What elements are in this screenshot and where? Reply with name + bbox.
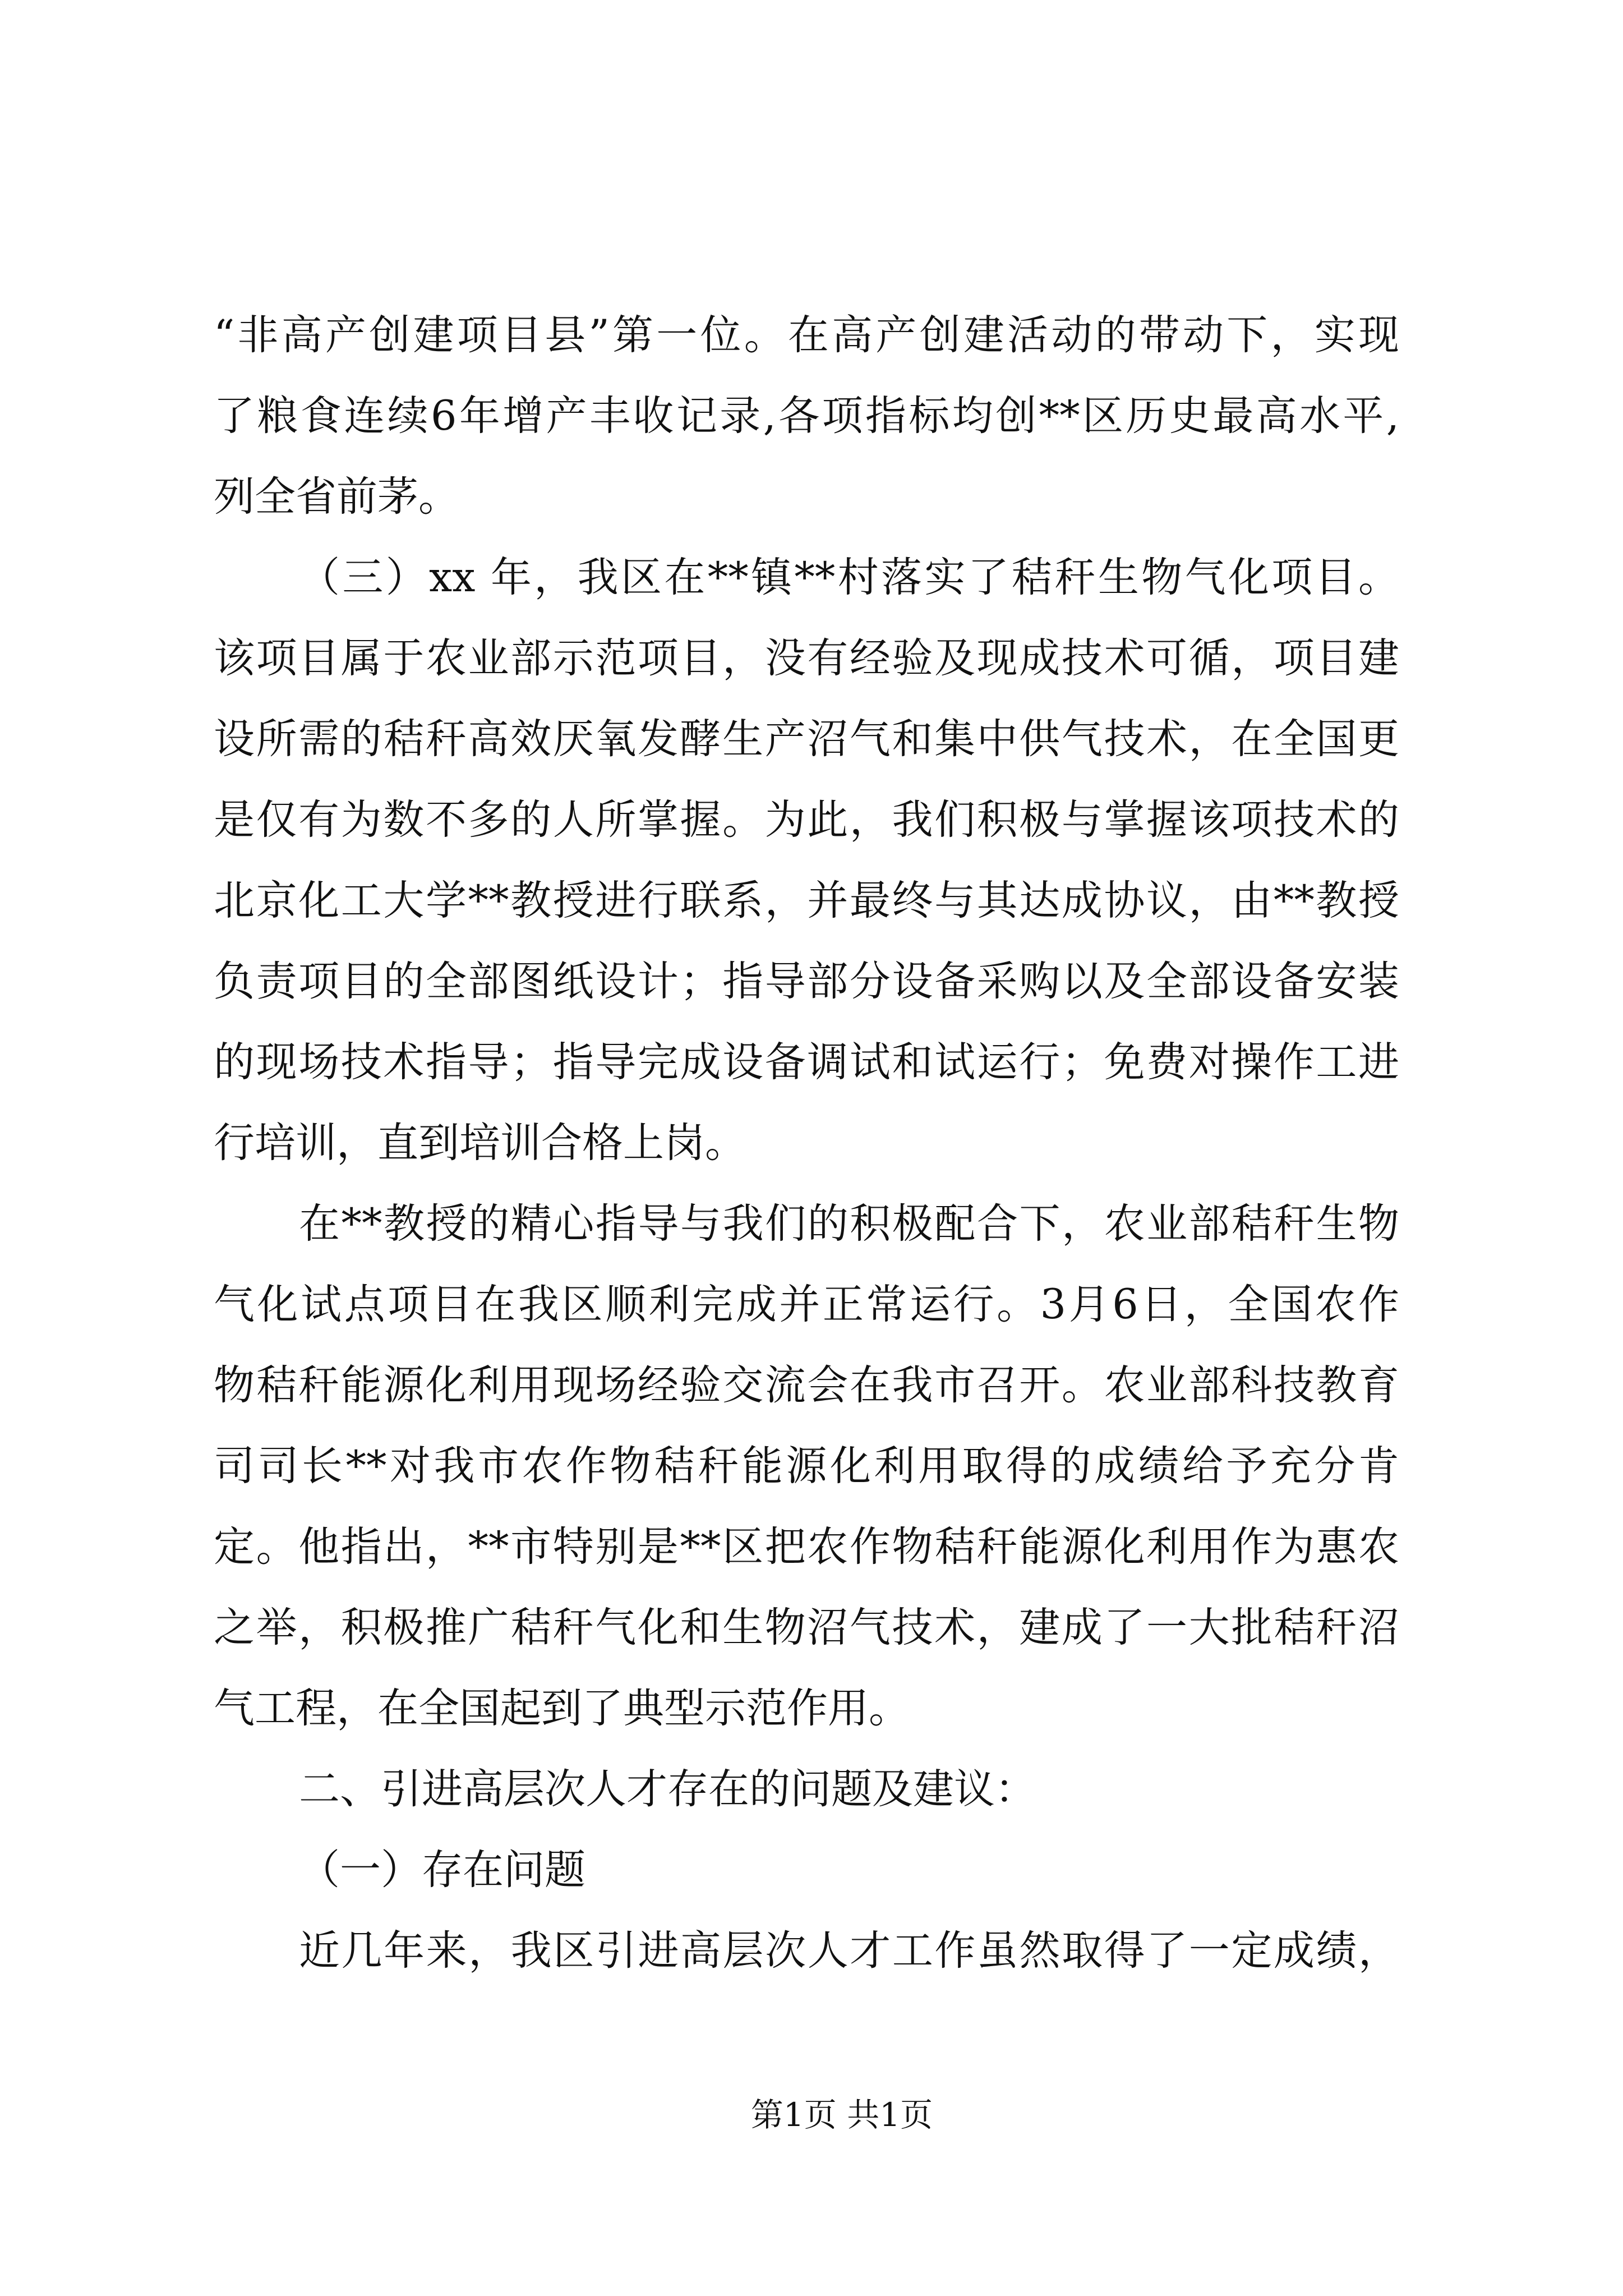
text-line: 行培训，直到培训合格上岗。	[214, 1119, 746, 1167]
text-line: 负责项目的全部图纸设计；指导部分设备采购以及全部设备安装	[214, 958, 1399, 1005]
section-heading	[214, 1749, 1399, 1830]
paragraph	[214, 1911, 1399, 1991]
text-line: 在**教授的精心指导与我们的积极配合下，农业部秸秆生物	[299, 1200, 1399, 1248]
text-line: 该项目属于农业部示范项目，没有经验及现成技术可循，项目建	[214, 634, 1399, 682]
text-line: 定。他指出，**市特别是**区把农作物秸秆能源化利用作为惠农	[214, 1523, 1399, 1571]
text-line: 之举，积极推广秸秆气化和生物沼气技术，建成了一大批秸秆沼	[214, 1604, 1399, 1651]
text-line: 列全省前茅。	[214, 473, 459, 521]
text-line: （一）存在问题	[299, 1846, 585, 1894]
text-line: 了粮食连续6年增产丰收记录,各项指标均创**区历史最高水平,	[214, 392, 1399, 440]
document-body	[214, 295, 1399, 1991]
text-line: 物秸秆能源化利用现场经验交流会在我市召开。农业部科技教育	[214, 1361, 1399, 1409]
text-line: （三）xx 年，我区在**镇**村落实了秸秆生物气化项目。	[299, 554, 1399, 601]
text-line: “非高产创建项目县”第一位。在高产创建活动的带动下，实现	[214, 311, 1399, 359]
text-line: 近几年来，我区引进高层次人才工作虽然取得了一定成绩，	[299, 1927, 1399, 1975]
text-line: 设所需的秸秆高效厌氧发酵生产沼气和集中供气技术，在全国更	[214, 715, 1399, 763]
text-line: 二、引进高层次人才存在的问题及建议：	[299, 1765, 1036, 1813]
text-line: 是仅有为数不多的人所掌握。为此，我们积极与掌握该项技术的	[214, 796, 1399, 844]
text-line: 司司长**对我市农作物秸秆能源化利用取得的成绩给予充分肯	[214, 1442, 1399, 1490]
text-line: 北京化工大学**教授进行联系，并最终与其达成协议，由**教授	[214, 877, 1399, 924]
text-line: 的现场技术指导；指导完成设备调试和试运行；免费对操作工进	[214, 1038, 1399, 1086]
text-line: 气化试点项目在我区顺利完成并正常运行。3月6日，全国农作	[214, 1281, 1399, 1328]
text-line: 气工程，在全国起到了典型示范作用。	[214, 1685, 910, 1732]
page-footer: 第1页 共1页	[750, 2096, 933, 2134]
paragraph	[214, 295, 1399, 537]
subsection-heading	[214, 1830, 1399, 1911]
paragraph	[214, 1184, 1399, 1749]
paragraph	[214, 537, 1399, 1184]
